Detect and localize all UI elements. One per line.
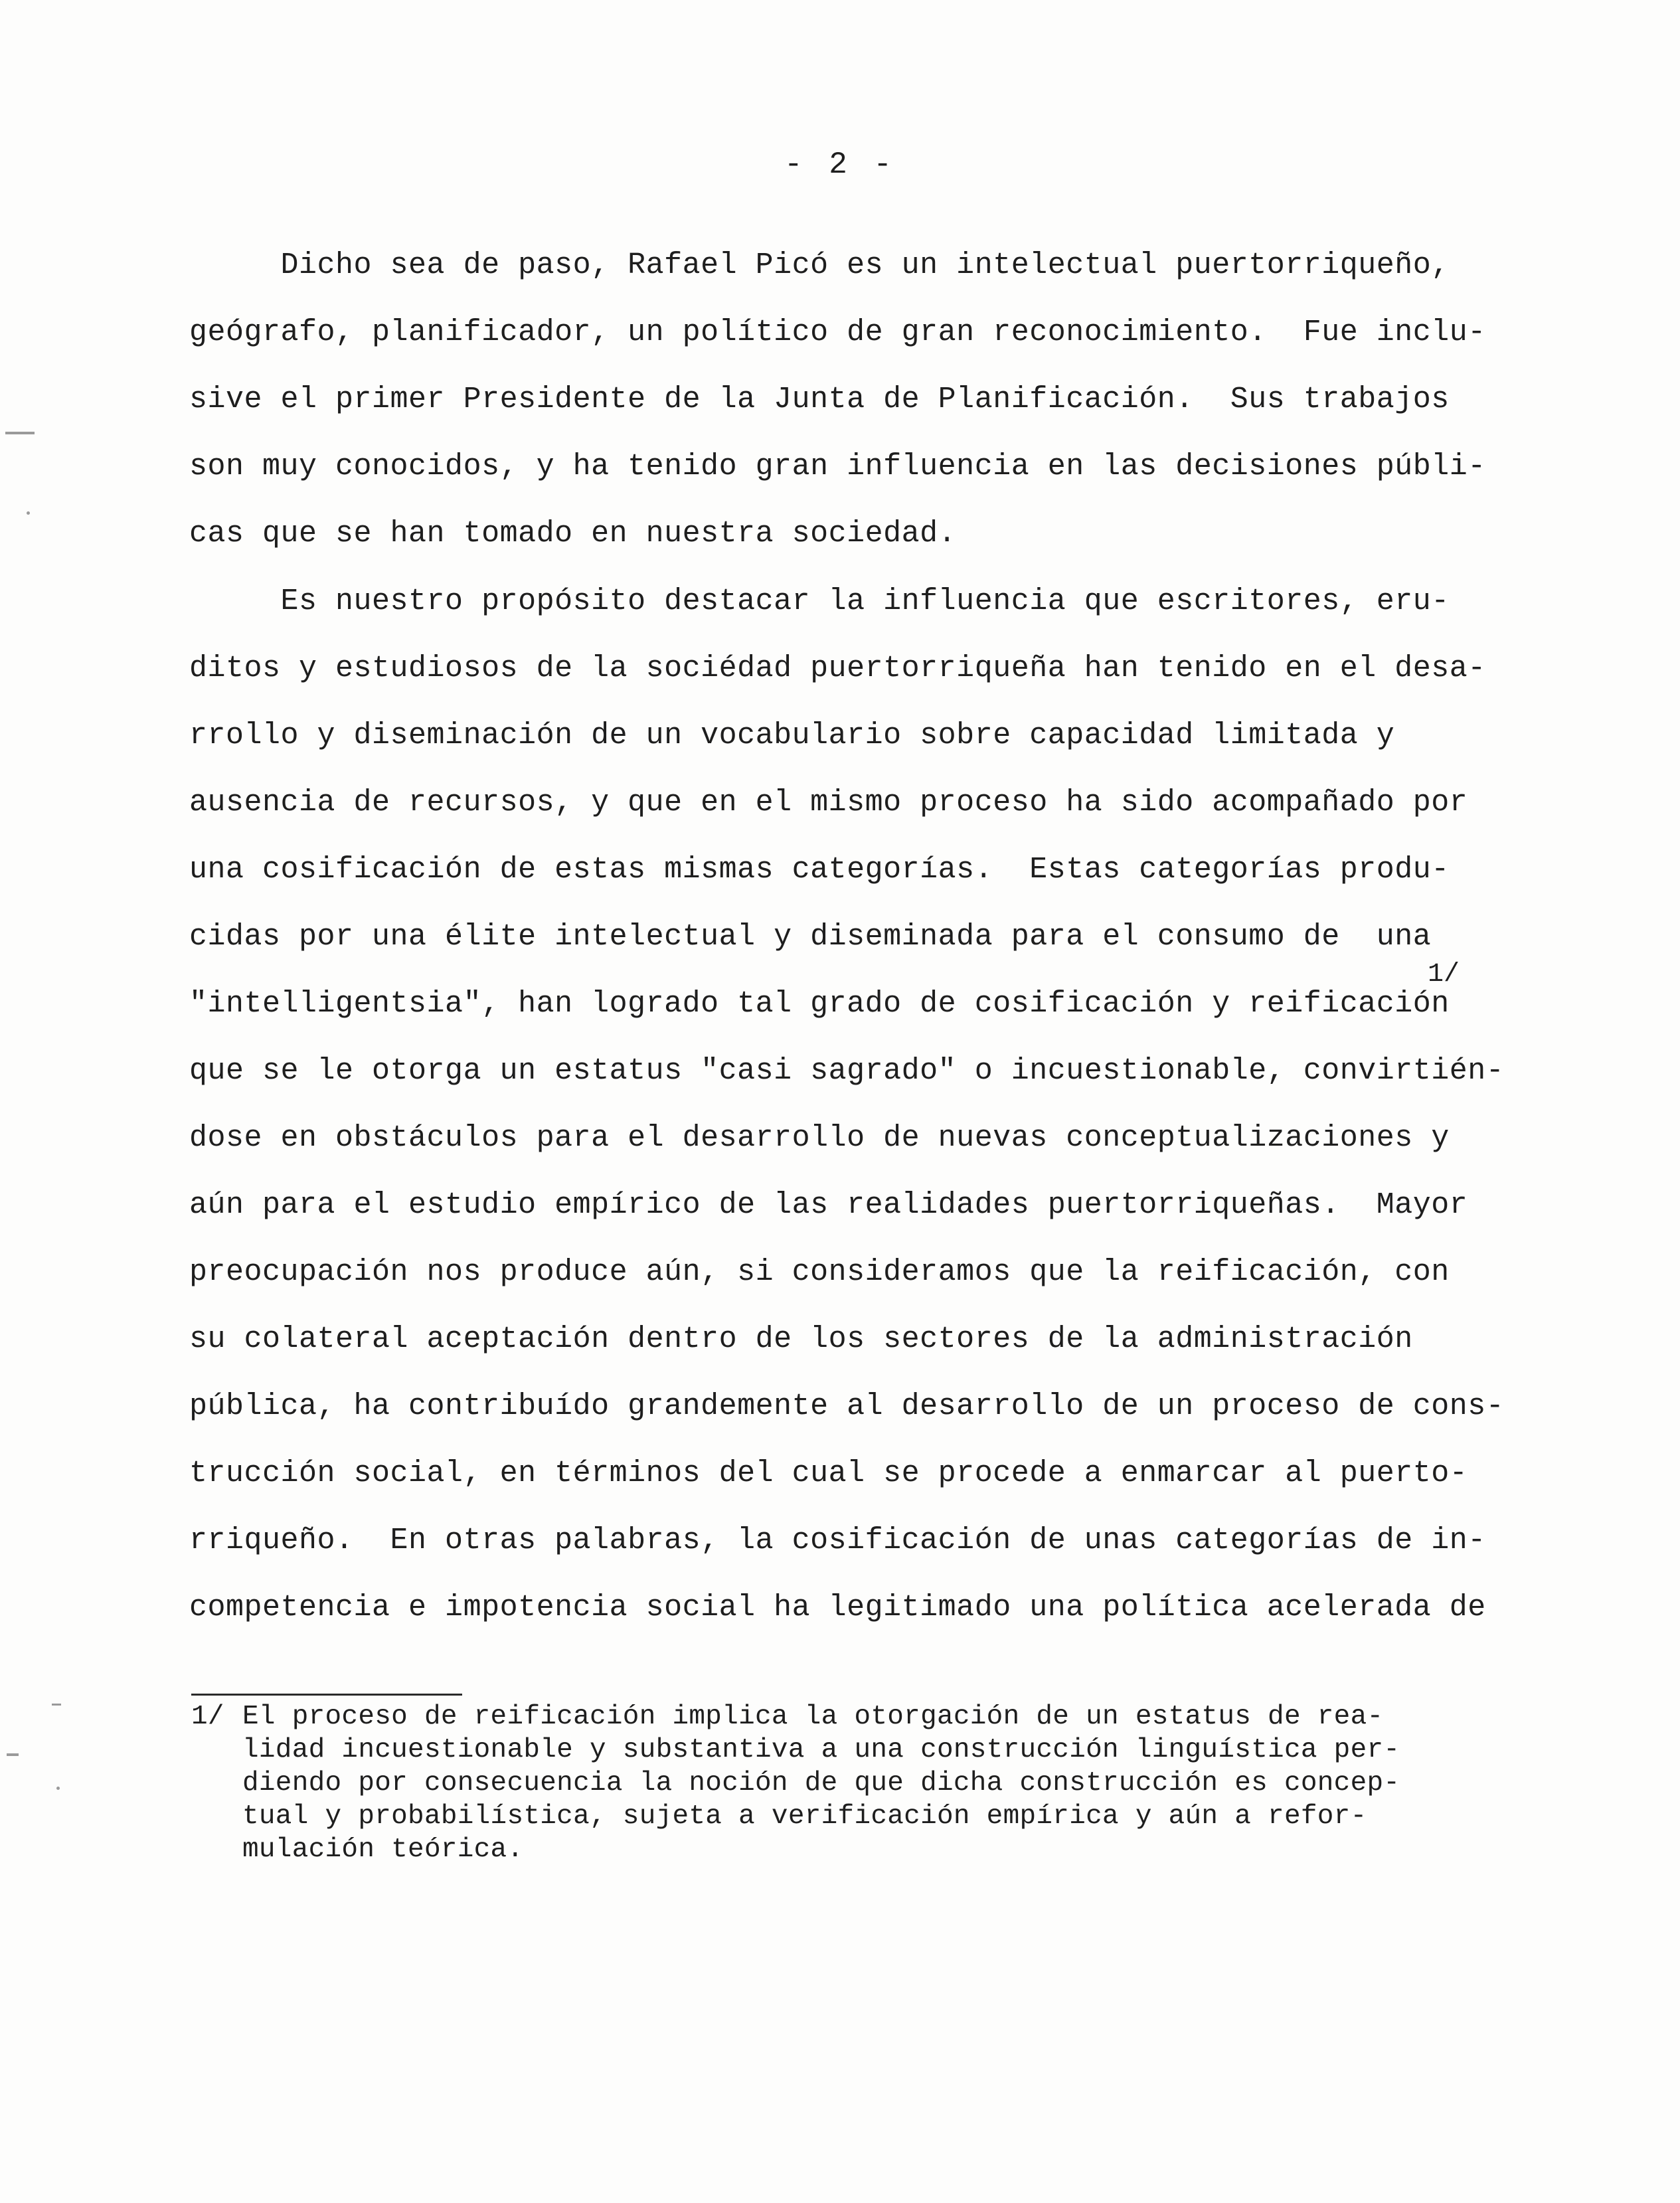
- body-line: competencia e impotencia social ha legitimado una política acelerada de: [189, 1591, 1486, 1625]
- footnote-line: El proceso de reificación implica la otorgación de un estatus de rea-: [242, 1702, 1384, 1732]
- body-line: dose en obstáculos para el desarrollo de nuevas conceptualizaciones y: [189, 1121, 1450, 1155]
- body-line: Dicho sea de paso, Rafael Picó es un intelectual puertorriqueño,: [189, 248, 1450, 282]
- body-line: rrollo y diseminación de un vocabulario sobre capacidad limitada y: [189, 719, 1395, 752]
- scan-artifact: [7, 1753, 19, 1756]
- footnote-marker: 1/: [191, 1702, 224, 1732]
- body-line: su colateral aceptación dentro de los sectores de la administración: [189, 1322, 1413, 1356]
- body-line: ditos y estudiosos de la sociédad puertorriqueña han tenido en el desa-: [189, 652, 1486, 685]
- body-line: "intelligentsia", han logrado tal grado de cosificación y reificación: [189, 987, 1450, 1021]
- page-number: - 2 -: [784, 147, 896, 182]
- body-line: Es nuestro propósito destacar la influencia que escritores, eru-: [189, 584, 1450, 618]
- body-line: rriqueño. En otras palabras, la cosificación de unas categorías de in-: [189, 1524, 1486, 1557]
- body-line: cidas por una élite intelectual y diseminada para el consumo de una: [189, 920, 1432, 954]
- scan-artifact: [56, 1787, 60, 1790]
- body-line: trucción social, en términos del cual se procede a enmarcar al puerto-: [189, 1456, 1468, 1490]
- body-line: ausencia de recursos, y que en el mismo proceso ha sido acompañado por: [189, 786, 1468, 820]
- body-line: pública, ha contribuído grandemente al desarrollo de un proceso de cons-: [189, 1389, 1505, 1423]
- body-line: son muy conocidos, y ha tenido gran influencia en las decisiones públi-: [189, 450, 1486, 484]
- footnote-line: tual y probabilística, sujeta a verificación empírica y aún a refor-: [242, 1801, 1367, 1832]
- body-line: una cosificación de estas mismas categorías. Estas categorías produ-: [189, 853, 1450, 887]
- body-line: geógrafo, planificador, un político de gran reconocimiento. Fue inclu-: [189, 315, 1486, 349]
- body-line: aún para el estudio empírico de las realidades puertorriqueñas. Mayor: [189, 1188, 1468, 1222]
- body-line: preocupación nos produce aún, si consideramos que la reificación, con: [189, 1255, 1450, 1289]
- footnote-line: lidad incuestionable y substantiva a una construcción linguística per-: [242, 1735, 1400, 1765]
- footnote-line: diendo por consecuencia la noción de que dicha construcción es concep-: [242, 1768, 1400, 1799]
- body-line: sive el primer Presidente de la Junta de Planificación. Sus trabajos: [189, 383, 1450, 416]
- footnote-reference: 1/: [1428, 960, 1460, 990]
- scan-artifact: [27, 511, 30, 515]
- scan-artifact: [5, 432, 35, 434]
- scan-artifact: [52, 1704, 61, 1706]
- body-line: que se le otorga un estatus "casi sagrado" o incuestionable, convirtién-: [189, 1054, 1505, 1088]
- footnote-line: mulación teórica.: [242, 1834, 524, 1865]
- body-line: cas que se han tomado en nuestra sociedad.: [189, 517, 957, 551]
- footnote-separator: [191, 1694, 462, 1696]
